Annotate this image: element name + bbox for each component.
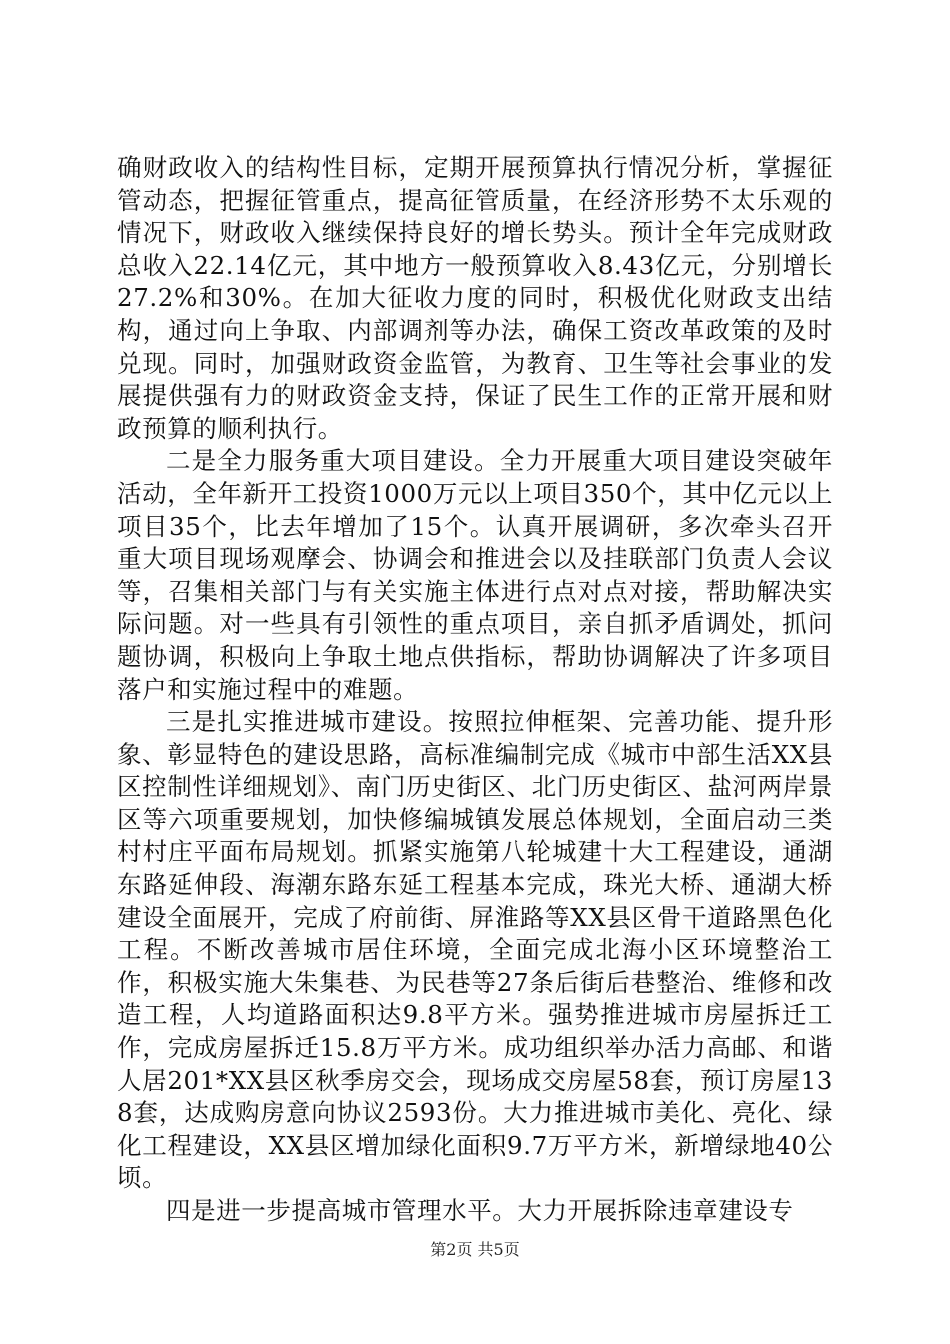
paragraph-4: 四是进一步提高城市管理水平。大力开展拆除违章建设专 <box>166 1196 794 1225</box>
paragraph-3: 三是扎实推进城市建设。按照拉伸框架、完善功能、提升形象、彰显特色的建设思路，高标准编制完成《城市中部生活XX县区控制性详细规划》、南门历史街区、北门历史街区、盐河两岸景区等六项重要规划，加快修编城镇发展总体规划，全面启动三类村村庄平面布局规划。抓紧实施第八轮城建十大工程建设，通湖东路延伸段、海潮东路东延工程基本完成，珠光大桥、通湖大桥建设全面展开，完成了府前街、屏淮路等XX县区骨干道路黑色化工程。不断改善城市居住环境，全面完成北海小区环境整治工作，积极实施大朱集巷、为民巷等27条后街后巷整治、维修和改造工程，人均道路面积达9.8平方米。强势推进城市房屋拆迁工作，完成房屋拆迁15.8万平方米。成功组织举办活力高邮、和谐人居201*XX县区秋季房交会，现场成交房屋58套，预订房屋138套，达成购房意向协议2593份。大力推进城市美化、亮化、绿化工程建设，XX县区增加绿化面积9.7万平方米，新增绿地40公顷。 <box>117 707 833 1193</box>
paragraph-1: 确财政收入的结构性目标，定期开展预算执行情况分析，掌握征管动态，把握征管重点，提高征管质量，在经济形势不太乐观的情况下，财政收入继续保持良好的增长势头。预计全年完成财政总收入22.14亿元，其中地方一般预算收入8.43亿元，分别增长27.2%和30%。在加大征收力度的同时，积极优化财政支出结构，通过向上争取、内部调剂等办法，确保工资改革政策的及时兑现。同时，加强财政资金监管，为教育、卫生等社会事业的发展提供强有力的财政资金支持，保证了民生工作的正常开展和财政预算的顺利执行。 <box>117 153 833 443</box>
paragraph-2: 二是全力服务重大项目建设。全力开展重大项目建设突破年活动，全年新开工投资1000万元以上项目350个，其中亿元以上项目35个，比去年增加了15个。认真开展调研，多次牵头召开重大项目现场观摩会、协调会和推进会以及挂联部门负责人会议等，召集相关部门与有关实施主体进行点对点对接，帮助解决实际问题。对一些具有引领性的重点项目，亲自抓矛盾调处，抓问题协调，积极向上争取土地点供指标，帮助协调解决了许多项目落户和实施过程中的难题。 <box>117 446 833 704</box>
page-footer: 第2页 共5页 <box>430 1240 520 1259</box>
document-body <box>117 152 833 1228</box>
